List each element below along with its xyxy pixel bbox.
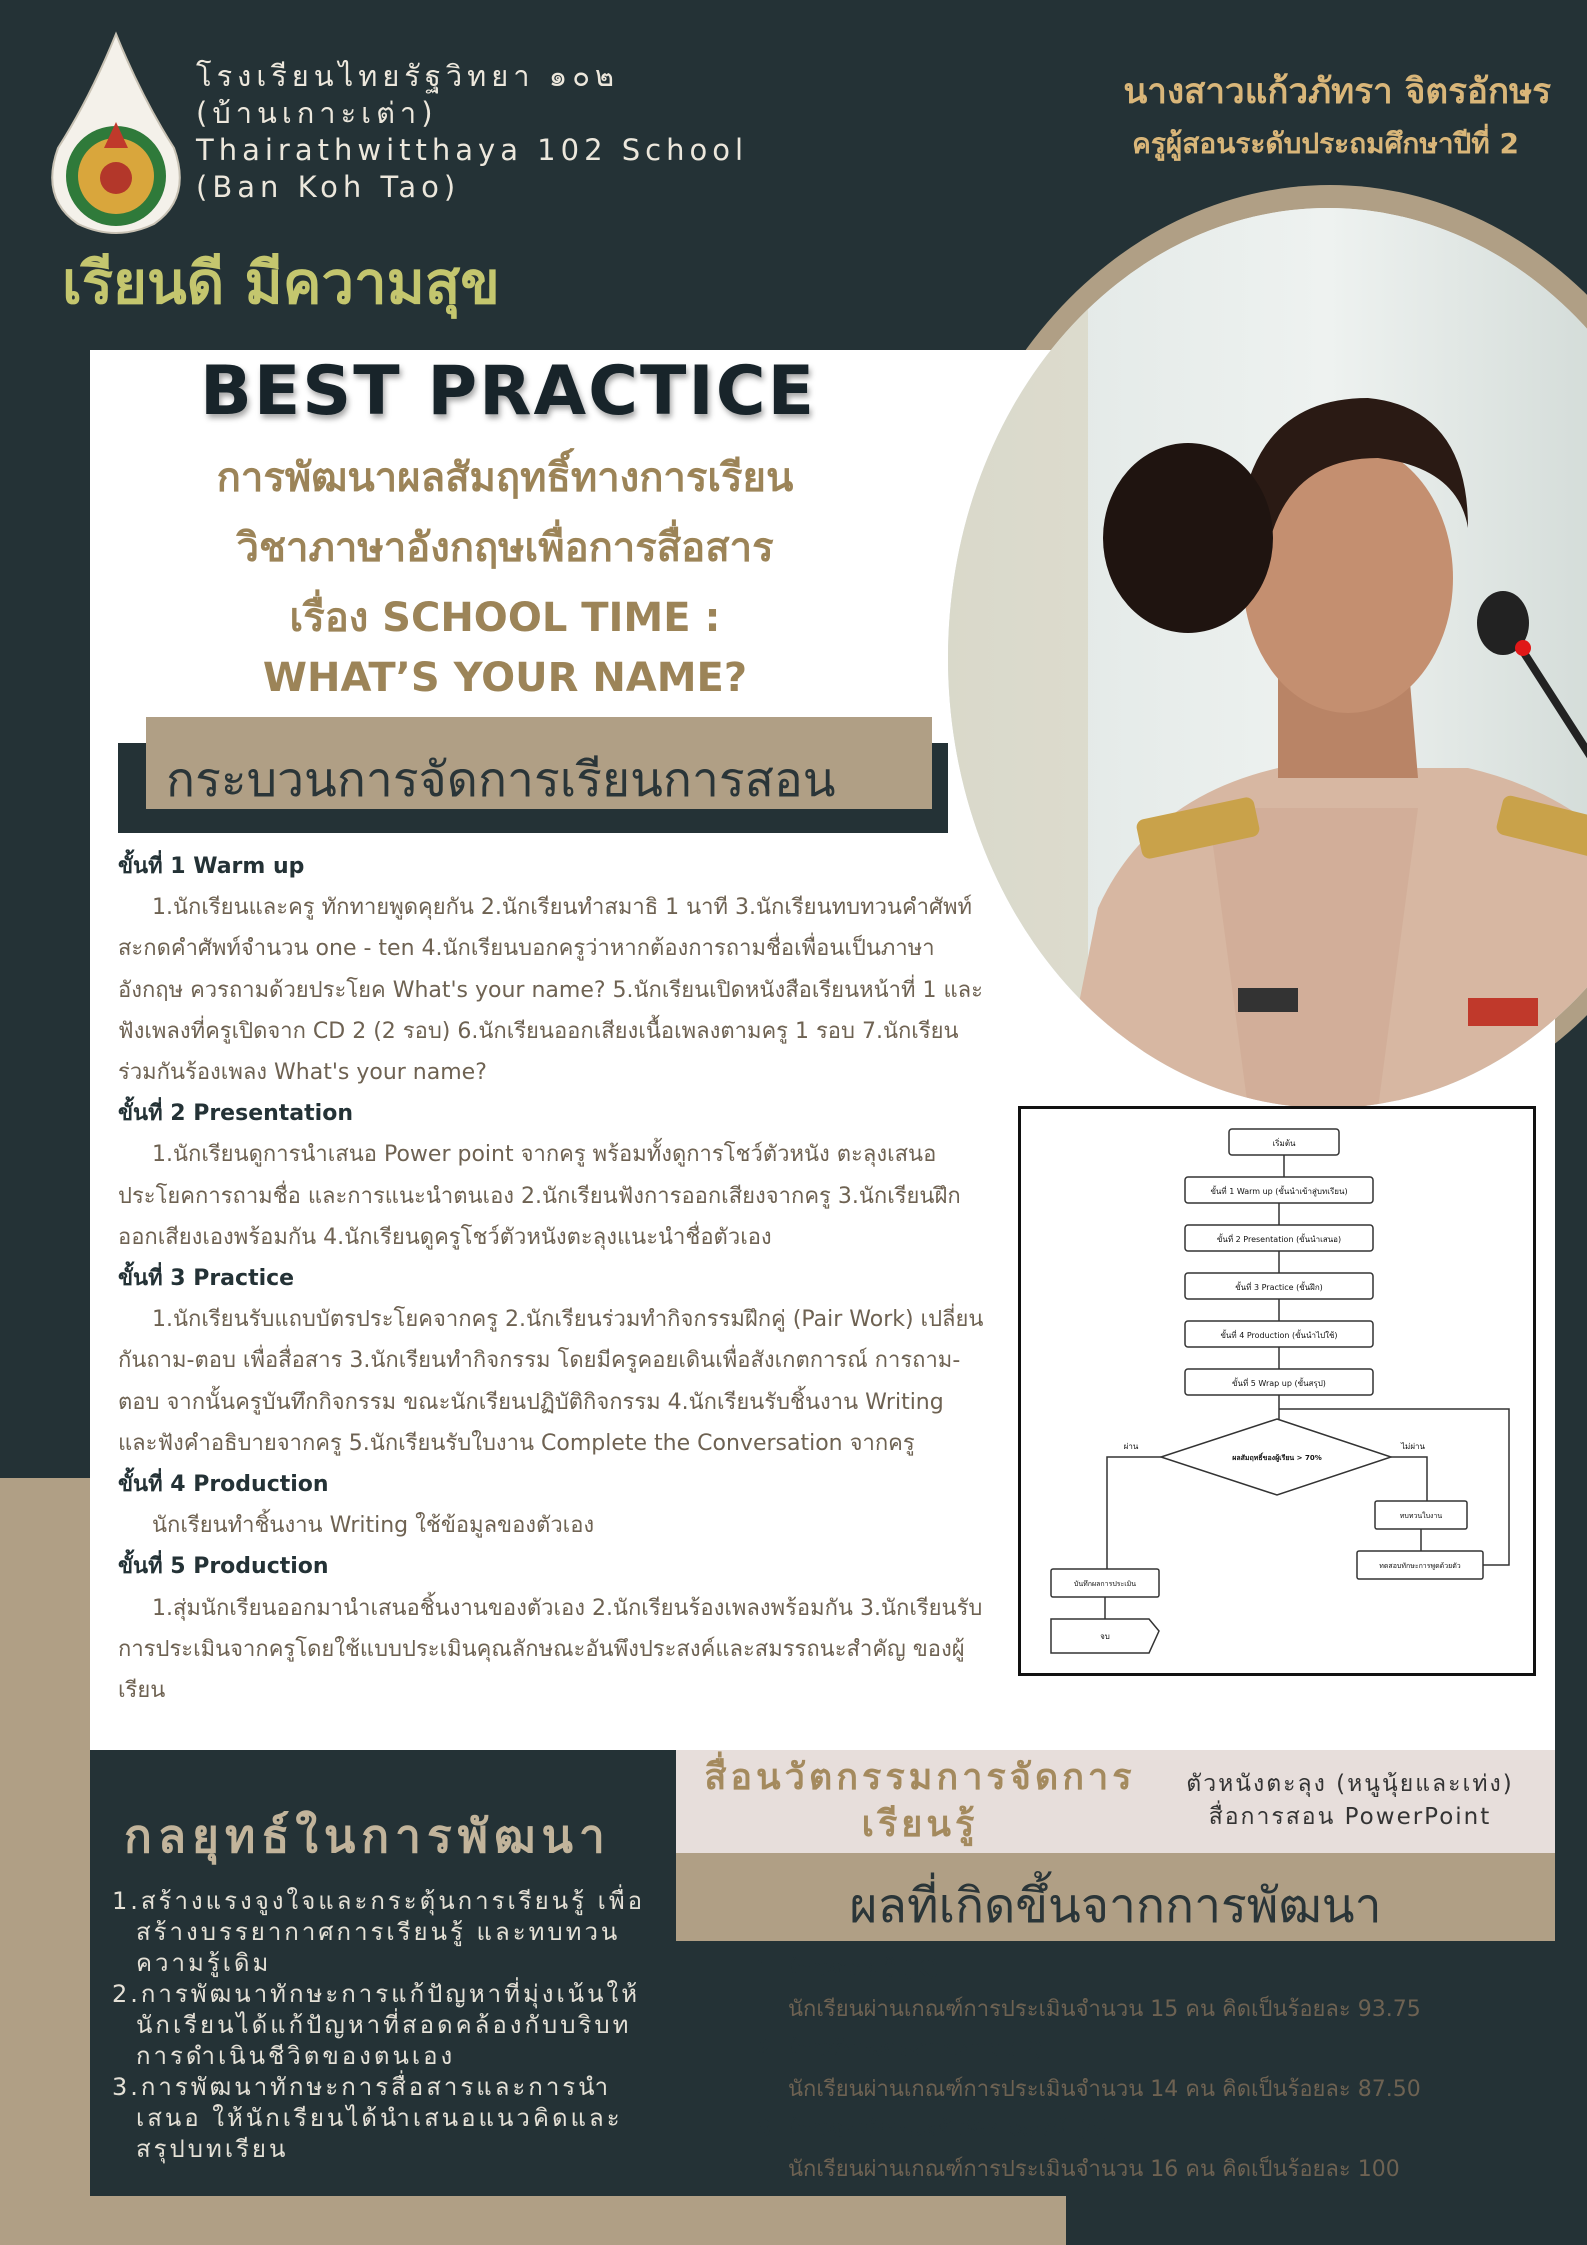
tan-background-bottom: [0, 2196, 1066, 2245]
result-skill-heading: 2. ด้านทักษะกระบวนการ (P): [756, 2037, 1043, 2062]
subtitle-line-1: การพัฒนาผลสัมฤทธิ์ทางการเรียน: [216, 455, 794, 501]
best-practice-title: BEST PRACTICE: [200, 352, 817, 431]
result-attribute-heading: 3. ด้านคุณลักษณะอันพึงประสงค์ (A): [756, 2117, 1113, 2142]
flowchart-review: ทบทวนใบงาน: [1399, 1512, 1443, 1520]
step-2-title: ขั้นที่ 2 Presentation: [118, 1101, 353, 1127]
flowchart-record: บันทึกผลการประเมิน: [1073, 1580, 1137, 1588]
subtitle-line-4: WHAT’S YOUR NAME?: [262, 655, 748, 701]
result-attribute-body: นักเรียนผ่านเกณฑ์การประเมินจำนวน 16 คน คิดเป็นร้อยละ 100: [788, 2157, 1400, 2182]
step-3-body: 1.นักเรียนรับแถบบัตรประโยคจากครู 2.นักเรียนร่วมทำกิจกรรมฝึกคู่ (Pair Work) เปลี่ยนกันถาม-ตอบ เพื่อสื่อสาร 3.นักเรียนทำกิจกรรม โดยมีครูคอยเดินเพื่อสังเกตการณ์ การถาม-ตอบ จากนั้นครูบันทึกกิจกรรม ขณะนักเรียนปฏิบัติกิจกรรม 4.นักเรียนรับชิ้นงาน Writing และฟังคำอธิบายจากครู 5.นักเรียนรับใบงาน Complete the Conversation จากครู: [118, 1307, 984, 1456]
teacher-role: ครูผู้สอนระดับประถมศึกษาปีที่ 2: [1132, 127, 1519, 160]
flowchart-end: จบ: [1100, 1632, 1110, 1641]
flowchart-step-1: ขั้นที่ 1 Warm up (ขั้นนำเข้าสู่บทเรียน): [1210, 1187, 1348, 1196]
flowchart-start: เริ่มต้น: [1272, 1139, 1296, 1148]
school-subname-english: (Ban Koh Tao): [196, 170, 461, 204]
strategy-item: 2.การพัฒนาทักษะการแก้ปัญหาที่มุ่งเน้นให้ นักเรียนได้แก้ปัญหาที่สอดคล้องกับบริบท การดำเนินชีวิตของตนเอง: [112, 1980, 641, 2070]
flowchart-no-label: ไม่ผ่าน: [1401, 1442, 1425, 1451]
flowchart-step-4: ขั้นที่ 4 Production (ขั้นนำไปใช้): [1220, 1331, 1338, 1340]
results-list: [756, 1950, 1516, 2190]
media-item-powerpoint: สื่อการสอน PowerPoint: [1208, 1804, 1492, 1830]
result-knowledge-heading: 1. ด้านความรู้ (K): [756, 1957, 940, 1982]
step-1-body: 1.นักเรียนและครู ทักทายพูดคุยกัน 2.นักเรียนทำสมาธิ 1 นาที 3.นักเรียนทบทวนคำศัพท์ สะกดคำศัพท์จำนวน one - ten 4.นักเรียนบอกครูว่าหากต้องการถามชื่อเพื่อนเป็นภาษาอังกฤษ ควรถามด้วยประโยค What's your name? 5.นักเรียนเปิดหนังสือเรียนหน้าที่ 1 และฟังเพลงที่ครูเปิดจาก CD 2 (2 รอบ) 6.นักเรียนออกเสียงเนื้อเพลงตามครู 1 รอบ 7.นักเรียนร่วมกันร้องเพลง What's your name?: [118, 895, 983, 1086]
school-name-block: [196, 58, 748, 206]
flowchart-step-3: ขั้นที่ 3 Practice (ขั้นฝึก): [1235, 1283, 1323, 1292]
teacher-name: นางสาวแก้วภัทรา จิตรอักษร: [1123, 72, 1551, 112]
strategy-list: [112, 1886, 662, 2165]
process-steps: [118, 846, 988, 1711]
school-name-thai: โรงเรียนไทยรัฐวิทยา ๑๐๒: [196, 59, 620, 93]
flowchart-decision: ผลสัมฤทธิ์ของผู้เรียน > 70%: [1232, 1454, 1322, 1462]
flowchart-step-5: ขั้นที่ 5 Wrap up (ขั้นสรุป): [1232, 1379, 1326, 1388]
step-5-body: 1.สุ่มนักเรียนออกมานำเสนอชิ้นงานของตัวเอง 2.นักเรียนร้องเพลงพร้อมกัน 3.นักเรียนรับการประเมินจากครูโดยใช้แบบประเมินคุณลักษณะอันพึงประสงค์และสมรรถนะสำคัญ ของผู้เรียน: [118, 1595, 983, 1704]
step-3-title: ขั้นที่ 3 Practice: [118, 1266, 295, 1292]
media-item-shadow-puppet: ตัวหนังตะลุง (หนูนุ้ยและเท่ง): [1186, 1771, 1514, 1797]
result-skill-body: นักเรียนผ่านเกณฑ์การประเมินจำนวน 14 คน คิดเป็นร้อยละ 87.50: [788, 2077, 1421, 2102]
school-logo: [42, 28, 190, 236]
school-slogan: เรียนดี มีความสุข: [62, 249, 500, 317]
strategy-item: 1.สร้างแรงจูงใจและกระตุ้นการเรียนรู้ เพื่อสร้างบรรยากาศการเรียนรู้ และทบทวน ความรู้เดิม: [112, 1887, 646, 1977]
media-items: [1140, 1768, 1560, 1834]
flowchart-yes-label: ผ่าน: [1123, 1442, 1139, 1451]
subtitle-line-3: เรื่อง SCHOOL TIME :: [289, 595, 721, 641]
flowchart: [1018, 1106, 1536, 1676]
step-5-title: ขั้นที่ 5 Production: [118, 1554, 329, 1580]
step-4-title: ขั้นที่ 4 Production: [118, 1472, 329, 1498]
step-1-title: ขั้นที่ 1 Warm up: [118, 854, 305, 879]
step-4-body: นักเรียนทำชิ้นงาน Writing ใช้ข้อมูลของตัวเอง: [152, 1513, 595, 1539]
result-knowledge-body: นักเรียนผ่านเกณฑ์การประเมินจำนวน 15 คน คิดเป็นร้อยละ 93.75: [788, 1997, 1421, 2022]
flowchart-step-2: ขั้นที่ 2 Presentation (ขั้นนำเสนอ): [1216, 1235, 1342, 1244]
strategy-item: 3.การพัฒนาทักษะการสื่อสารและการนำ เสนอ ให้นักเรียนได้นำเสนอแนวคิดและ สรุปบทเรียน: [112, 2073, 623, 2163]
media-title: สื่อนวัตกรรมการจัดการเรียนรู้: [704, 1757, 1136, 1845]
school-name-english: Thairathwitthaya 102 School: [196, 133, 749, 167]
flowchart-retest: ทดสอบทักษะการพูดด้วยตัว: [1379, 1562, 1461, 1570]
strategy-title: กลยุทธ์ในการพัฒนา: [124, 1809, 611, 1863]
step-2-body: 1.นักเรียนดูการนำเสนอ Power point จากครู พร้อมทั้งดูการโชว์ตัวหนัง ตะลุงเสนอประโยคการถามชื่อ และการแนะนำตนเอง 2.นักเรียนฟังการออกเสียงจากครู 3.นักเรียนฝึกออกเสียงเองพร้อมกัน 4.นักเรียนดูครูโชว์ตัวหนังตะลุงแนะนำชื่อตัวเอง: [118, 1142, 961, 1250]
process-heading: กระบวนการจัดการเรียนการสอน: [166, 752, 836, 808]
results-title: ผลที่เกิดขึ้นจากการพัฒนา: [849, 1878, 1382, 1934]
school-subname-thai: (บ้านเกาะเต่า): [196, 96, 438, 130]
subtitle-line-2: วิชาภาษาอังกฤษเพื่อการสื่อสาร: [236, 525, 774, 571]
